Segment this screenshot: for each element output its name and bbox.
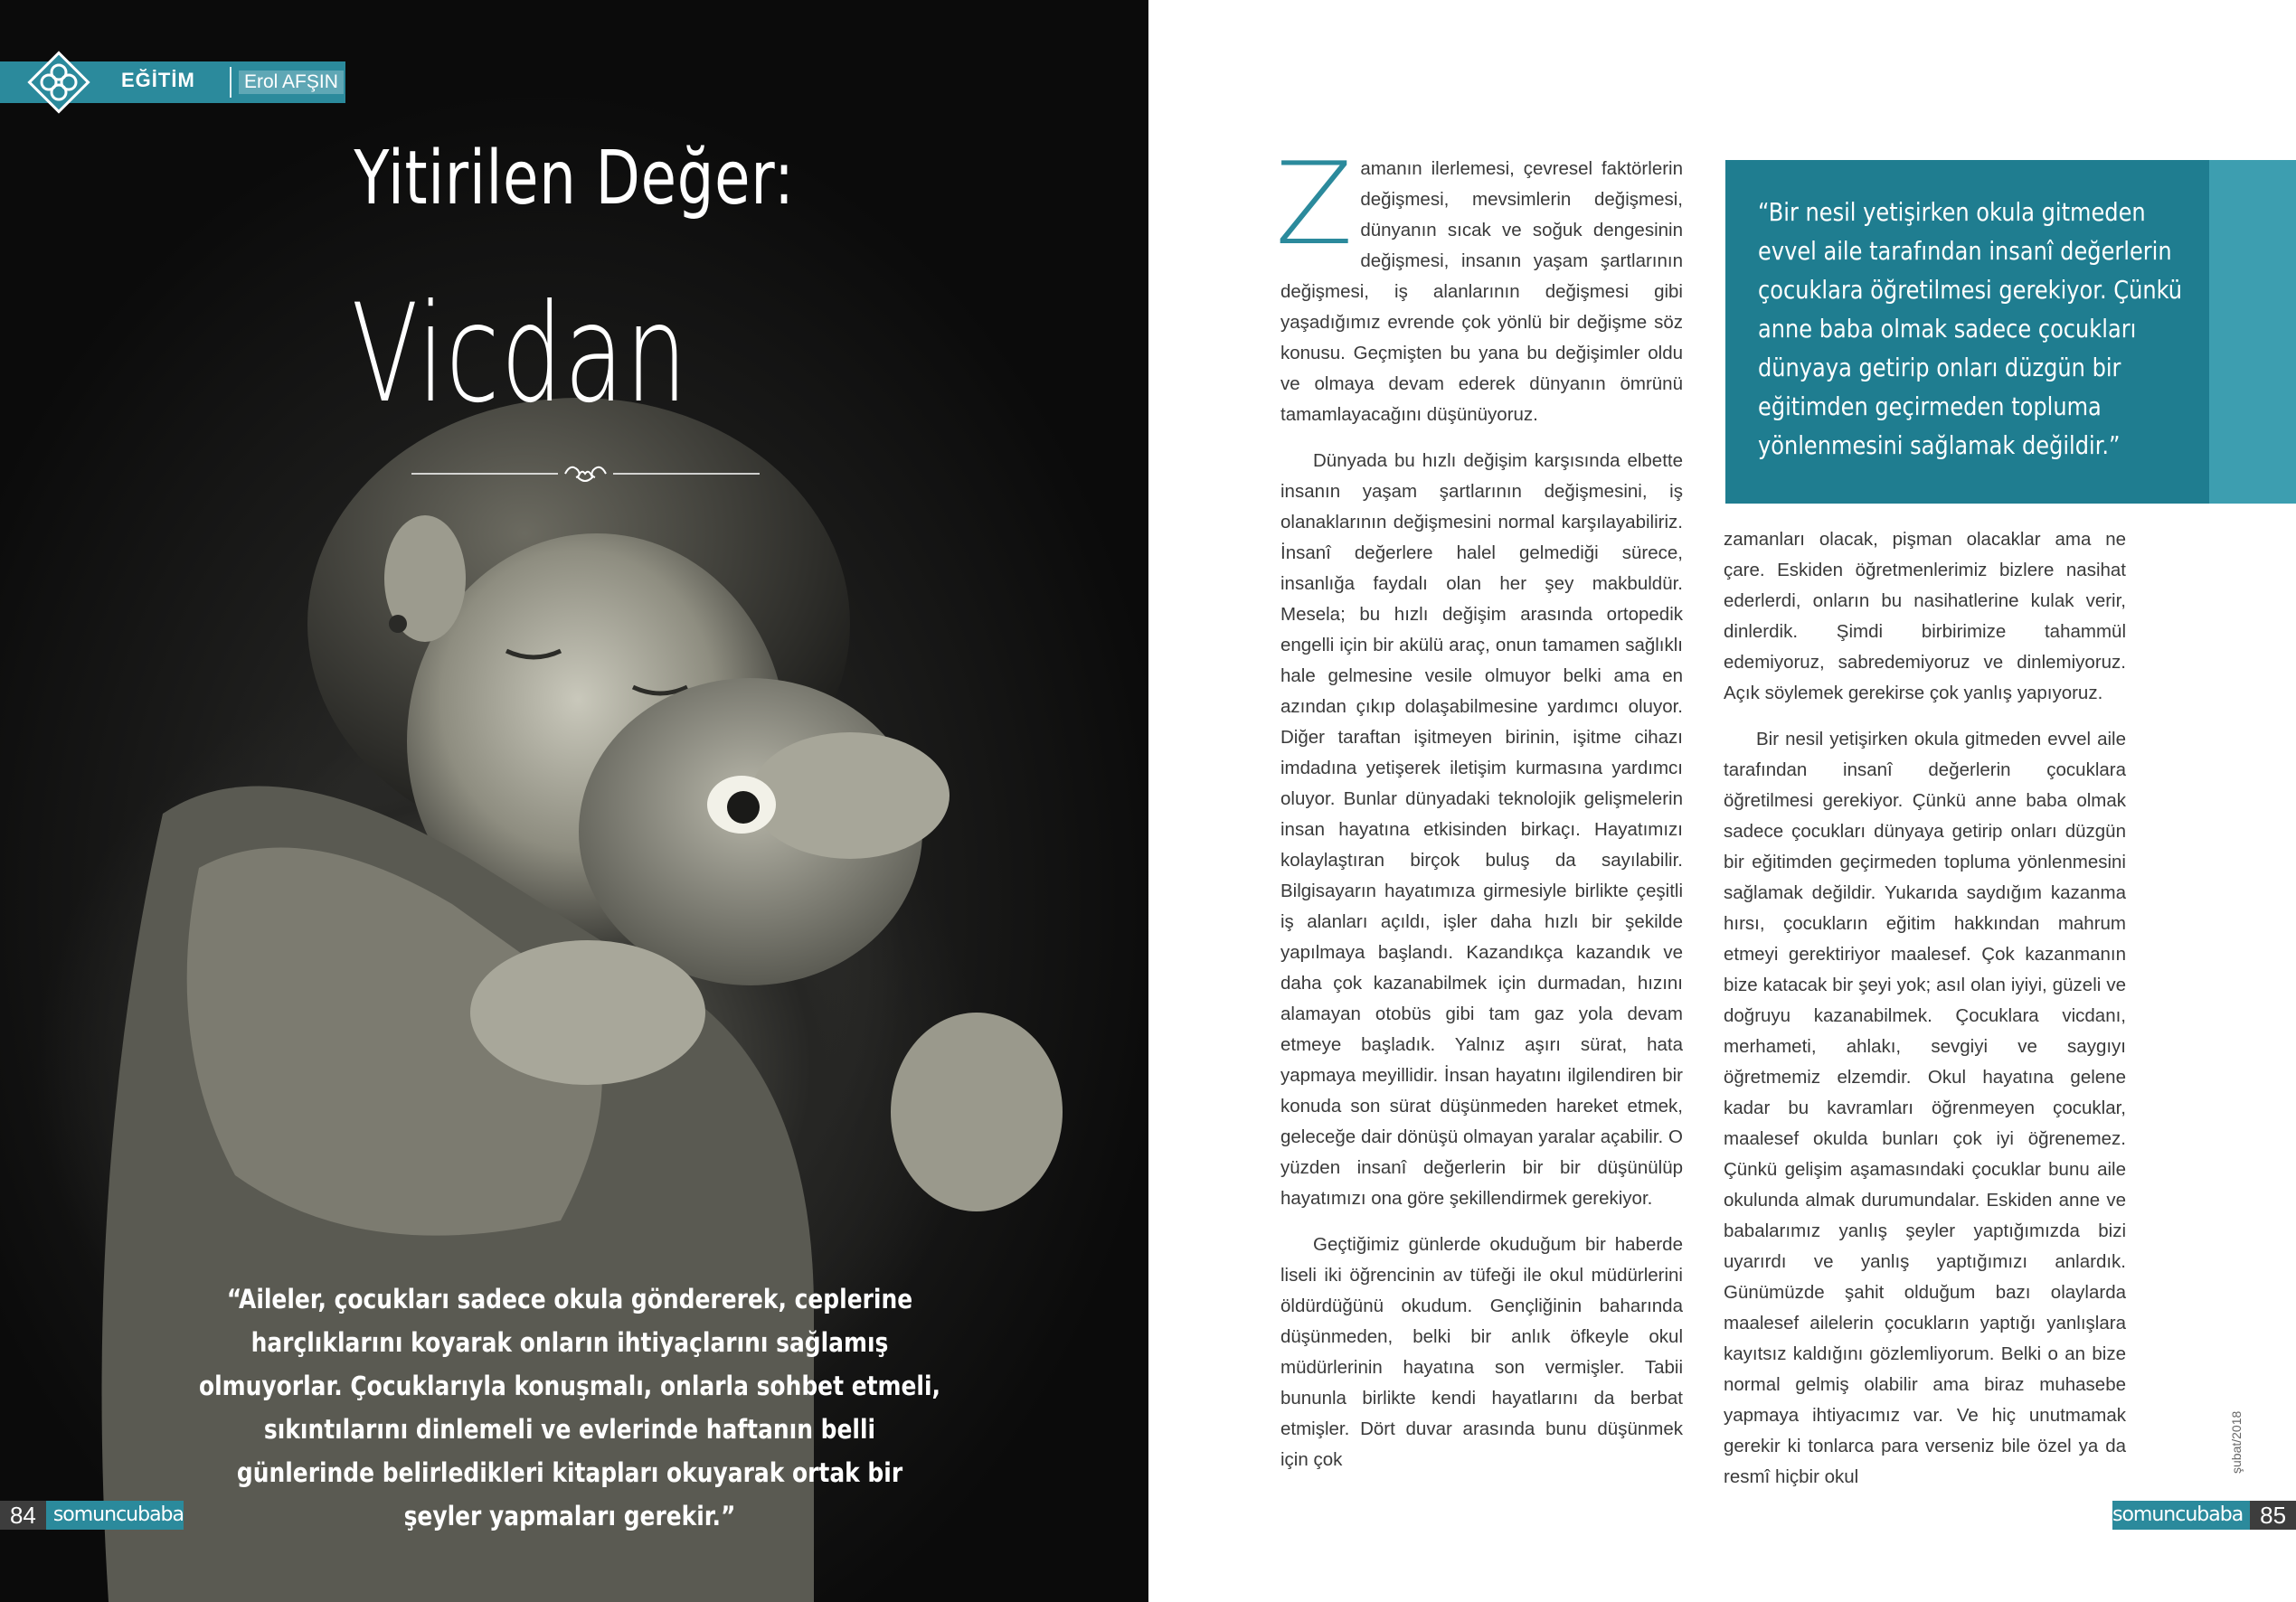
paragraph-text: amanın ilerlemesi, çevresel faktörlerin değişmesi, mevsimlerin değişmesi, dünyanın sıcak ve soğuk dengesinin değişmesi, insanın yaşam şartlarının değişmesi, iş alanlarının değişmesi gibi yaşadığımız evrende çok yönlü bir değişme söz konusu. Geçmişten bu yana bu değişimler oldu ve olmaya devam ederek dünyanın ömrünü tamamlayacağını düşünüyoruz. — [1280, 158, 1683, 425]
issue-date: şubat/2018 — [2229, 1410, 2244, 1474]
diamond-knot-emblem-icon — [27, 51, 90, 114]
left-folio — [0, 1501, 184, 1530]
right-folio — [2112, 1501, 2296, 1530]
magazine-name-right: somuncubaba — [2112, 1501, 2250, 1530]
article-column-2 — [1724, 524, 2126, 1508]
author-name: Erol AFŞIN — [239, 71, 344, 94]
right-pull-quote-box — [1725, 160, 2296, 504]
magazine-name-left: somuncubaba — [46, 1501, 184, 1530]
article-title-line1: Yitirilen Değer: — [354, 136, 795, 221]
article-paragraph: Dünyada bu hızlı değişim karşısında elbette insanın yaşam şartlarının değişmesini, iş olanaklarının değişmesini normal karşılayabiliriz. İnsanî değerlere halel gelmediği sürece, insanlığa faydalı olan her şey makbuldür. Mesela; bu hızlı değişim arasında ortopedik engelli için bir akülü araç, onun tamamen sağlıklı hale gelmesine vesile olmuyor belki ama en azından çıkıp dolaşabilmesine yardımcı oluyor. Diğer taraftan işitmeyen birinin, işitme cihazı imdadına yetişerek iletişim kurmasına yardımcı oluyor. Bunlar dünyadaki teknolojik gelişmelerin insan hayatına etkisinden birkaçı. Hayatımızı kolaylaştıran birçok buluş da sayılabilir. Bilgisayarın hayatımıza girmesiyle birlikte çeşitli iş alanları açıldı, işler daha hızlı bir şekilde yapılmaya başlandı. Kazandıkça kazandık ve daha çok kazanabilmek için durmadan, hızını alamayan otobüs gibi tam gaz yola devam etmeye başladık. Yalnız aşırı sürat, hata yapmaya meyillidir. İnsan hayatını ilgilendiren bir konuda son sürat düşünmeden hareket etmek, geleceğe dair dönüşü olmayan yaralar açabilir. O yüzden insanî değerlerin bir bir düşünülüp hayatımızı ona göre şekillendirmek gerekiyor. — [1280, 450, 1683, 1209]
right-page — [1148, 0, 2296, 1602]
quote-box-accent — [2209, 160, 2296, 504]
section-name: EĞİTİM — [121, 69, 195, 91]
section-header-tab — [0, 61, 345, 103]
drop-cap: Z — [1275, 137, 1354, 270]
left-pull-quote: “Aileler, çocukları sadece okula göndererek, ceplerine harçlıklarını koyarak onların ihtiyaçlarını sağlamış olmuyorlar. Çocuklarıyla konuşmalı, onlarla sohbet etmeli, sıkıntılarını dinlemeli ve evlerinde haftanın belli günlerinde belirledikleri kitapları okuyarak ortak bir şeyler yapmaları gerekir.” — [198, 1284, 941, 1531]
article-title-line2: Vicdan — [351, 276, 689, 433]
swirl-ornament-icon — [411, 461, 760, 486]
right-page-number: 85 — [2250, 1501, 2296, 1530]
right-pull-quote: “Bir nesil yetişirken okula gitmeden evvel aile tarafından insanî değerlerin çocuklara öğretilmesi gerekiyor. Çünkü anne baba olmak sadece çocukları dünyaya getirip onları düzgün bir eğitimden geçirmeden topluma yönlenmesini sağlamak değildir.” — [1758, 197, 2183, 460]
article-paragraph — [1275, 137, 1683, 430]
article-paragraph: Geçtiğimiz günlerde okuduğum bir haberde liseli iki öğrencinin av tüfeği ile okul müdürlerini öldürdüğünü okudum. Gençliğinin baharında düşünmeden, belki bir anlık öfkeyle okul müdürlerinin hayatına son vermişler. Tabii bununla birlikte kendi hayatlarını da berbat etmişler. Dört duvar arasında bunu düşünmek için çok — [1280, 1234, 1683, 1470]
article-paragraph: zamanları olacak, pişman olacaklar ama ne çare. Eskiden öğretmenlerimiz bizlere nasihat ederlerdi, onların bu nasihatlerine kulak verir, dinlerdik. Şimdi birbirimize tahammül edemiyoruz, sabredemiyoruz ve dinlemiyoruz. Açık söylemek gerekirse çok yanlış yapıyoruz. — [1724, 529, 2126, 703]
article-paragraph: Bir nesil yetişirken okula gitmeden evvel aile tarafından insanî değerlerin çocuklara öğretilmesi gerekiyor. Çünkü anne baba olmak sadece çocukları dünyaya getirip onları düzgün bir eğitimden geçirmeden topluma yönlenmesini sağlamak değildir. Yukarıda saydığım kazanma hırsı, çocukların eğitim hakkından mahrum etmeyi gerektiriyor maalesef. Çok kazanmanın bize katacak bir şeyi yok; asıl olan iyiyi, güzeli ve doğruyu kazanabilmek. Çocuklara vicdanı, merhameti, ahlakı, sevgiyi ve saygıyı öğretmemiz elzemdir. Okul hayatına gelene kadar bu kavramları öğrenmeyen çocuklar, maalesef okulda bunları çok iyi öğrenemez. Çünkü gelişim aşamasındaki çocuklar bunu aile okulunda almak durumundalar. Eskiden anne ve babalarımız yanlış şeyler yaptığımızda bizi uyarırdı ve yanlış yaptığımızı anlardık. Günümüzde şahit olduğum bazı olaylarda maalesef ailelerin çocukların yaptığı yanlışlara kayıtsız kaldığını gözlemliyorum. Belki o an bize normal gelmiş olabilir ama biraz muhasebe yapmaya ihtiyacımız var. Ve hiç unutmamak gerekir ki tonlarca para verseniz bile özel ya da resmî hiçbir okul — [1724, 729, 2126, 1487]
left-page-number: 84 — [0, 1501, 46, 1530]
article-column-1 — [1275, 137, 1683, 1491]
header-divider — [230, 67, 231, 98]
